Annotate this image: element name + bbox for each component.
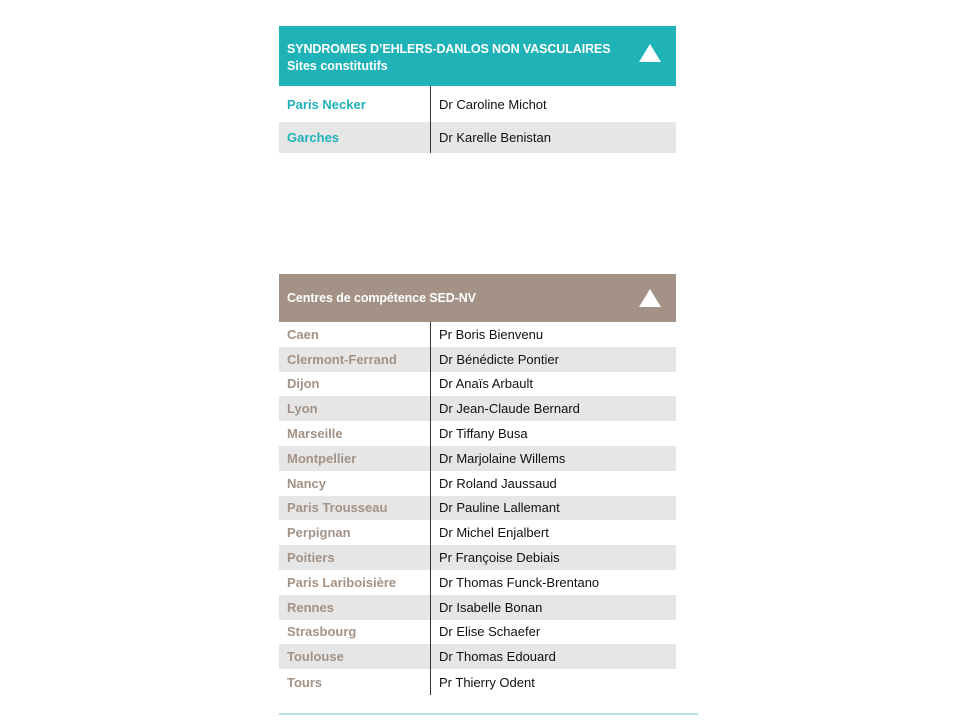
competence-centres-header[interactable] [279,274,676,322]
table-row [279,545,676,570]
doctor-cell: Dr Thomas Edouard [439,649,556,665]
city-cell: Garches [279,122,431,153]
panel-title: Centres de compétence SED-NV [287,290,476,305]
doctor-cell: Dr Thomas Funck-Brentano [439,574,600,590]
panel-subtitle: Sites constitutifs [287,59,388,73]
city-cell: Montpellier [279,446,431,471]
table-row [279,347,676,372]
city-cell: Strasbourg [279,620,431,645]
table-row [279,570,676,595]
table-row [279,372,676,397]
triangle-up-icon[interactable] [639,289,661,307]
table-row [279,520,676,545]
table-row [279,595,676,620]
competence-centres-panel [279,274,676,695]
city-cell: Dijon [279,372,431,397]
table-row [279,446,676,471]
doctor-cell: Dr Elise Schaefer [439,624,541,640]
city-cell: Marseille [279,421,431,446]
table-row [279,669,676,695]
doctor-cell: Dr Tiffany Busa [439,426,528,442]
triangle-up-icon[interactable] [639,44,661,62]
doctor-cell: Dr Anaïs Arbault [439,376,533,392]
doctor-cell: Dr Jean-Claude Bernard [439,401,580,417]
doctor-cell: Dr Caroline Michot [439,96,547,112]
doctor-cell: Dr Michel Enjalbert [439,525,549,541]
city-cell: Lyon [279,396,431,421]
city-cell: Tours [279,669,431,695]
table-row [279,471,676,496]
doctor-cell: Pr Françoise Debiais [439,550,560,566]
doctor-cell: Dr Isabelle Bonan [439,599,543,615]
city-cell: Nancy [279,471,431,496]
table-row [279,421,676,446]
constitutive-sites-header[interactable] [279,26,676,86]
table-row [279,620,676,645]
table-row [279,122,676,153]
city-cell: Paris Trousseau [279,496,431,521]
city-cell: Paris Necker [279,86,431,122]
city-cell: Rennes [279,595,431,620]
city-cell: Perpignan [279,520,431,545]
table-row [279,322,676,347]
table-row [279,496,676,521]
constitutive-sites-panel [279,26,676,153]
city-cell: Toulouse [279,644,431,669]
competence-centres-table [279,322,676,695]
doctor-cell: Dr Marjolaine Willems [439,450,566,466]
table-row [279,644,676,669]
city-cell: Poitiers [279,545,431,570]
doctor-cell: Dr Pauline Lallemant [439,500,560,516]
table-row [279,86,676,122]
city-cell: Paris Lariboisière [279,570,431,595]
panel-title: SYNDROMES D’EHLERS-DANLOS NON VASCULAIRES [287,42,611,56]
doctor-cell: Pr Thierry Odent [439,674,535,690]
city-cell: Clermont-Ferrand [279,347,431,372]
constitutive-sites-table [279,86,676,153]
doctor-cell: Dr Bénédicte Pontier [439,351,559,367]
doctor-cell: Pr Boris Bienvenu [439,326,544,342]
doctor-cell: Dr Karelle Benistan [439,130,551,145]
bottom-divider [279,713,698,715]
table-row [279,396,676,421]
city-cell: Caen [279,322,431,347]
doctor-cell: Dr Roland Jaussaud [439,475,557,491]
